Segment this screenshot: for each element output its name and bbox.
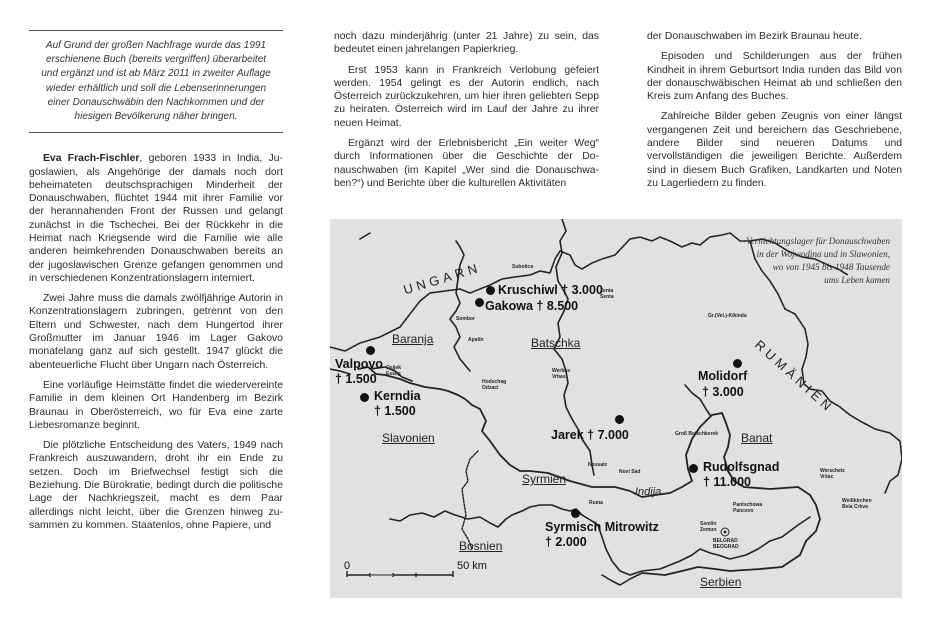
country-rumaenien: RUMÄNIEN <box>751 337 838 416</box>
camp-valpovo: Valpovo <box>335 357 383 371</box>
camp-marker <box>615 415 624 424</box>
town-grkikinda: Gr.(Vel.)-Kikinda <box>708 313 747 319</box>
intro-line: wieder erhältlich und soll die Lebenserinnerungen <box>45 82 267 94</box>
text-column-1 <box>29 30 283 539</box>
river-danube-north <box>360 233 470 371</box>
text-column-3 <box>647 30 902 197</box>
town-werschetz: Werschetz Vršac <box>820 468 845 480</box>
paragraph: Die plötzliche Entscheidung des Vaters, 1949 nach Frankreich auszuwandern, droht ihr ein Ende zu setzen. Doch im Briefwechsel festigt sich die Beziehung. Die Bürokratie, bedingt durch die politische Lage der Nachkriegszeit, macht es dem Paar allerdings nicht leicht, über die Grenzen hinweg zusammen zu kommen. Staatenlos, ohne Papiere, und <box>29 440 283 531</box>
map-figure <box>330 219 902 598</box>
paragraph: Zwei Jahre muss die damals zwölfjährige Autorin in Konzentrationslagern zubringen, getrennt von den Eltern und Schwester, nach dem Hungertod ihrer Großmutter im Januar 1946 im Lager Gakovo monatelang ganz auf sich gestellt. 1947 glückt die abenteuerliche Flucht über Ungarn nach Österreich. <box>29 293 283 371</box>
town-indija: Indija <box>635 486 662 498</box>
camp-jarek: Jarek † 7.000 <box>551 428 629 442</box>
paragraph: Episoden und Schilderungen aus der frühen Kindheit in ihrem Geburtsort India runden das Bild von der donauschwäbischen Heimat ab und schließen den Kreis zum Anfang des Buches. <box>647 51 902 103</box>
river-danube-south <box>602 573 642 585</box>
region-serbien: Serbien <box>700 575 742 589</box>
camp-kerndia: Kerndia <box>374 389 421 403</box>
camp-marker <box>366 346 375 355</box>
scale-end: 50 km <box>457 560 487 572</box>
intro-line: erschienene Buch (bereits vergriffen) überarbeitet <box>45 54 267 66</box>
town-grossbetschkerek: Groß Betschkerek <box>675 431 719 437</box>
camp-rudolfsgnad-toll: † 11.000 <box>703 475 751 489</box>
camp-kruschiwl: Kruschiwl † 3.000 <box>498 283 603 297</box>
town-apatin: Apatin <box>468 337 484 343</box>
town-novisad: Novi Sad <box>619 469 641 475</box>
region-baranja: Baranja <box>392 332 434 346</box>
camp-marker <box>689 464 698 473</box>
legend-line: Vernichtungslager für Donauschwaben <box>746 236 890 246</box>
town-pantschowa: Pantschowa Pancevo <box>733 502 763 514</box>
town-werbas: Werbas Vrbas <box>552 368 570 380</box>
town-ruma: Ruma <box>589 500 603 506</box>
town-zenta: Zenta Senta <box>600 288 614 300</box>
paragraph: Erst 1953 kann in Frankreich Verlobung gefeiert werden. 1954 gelingt es der Autorin endlich, nach Österreich zurückzukehren, um hier ihren geliebten Sepp zu heiraten. Österreich wird im Lauf der Jahre zu ihrer neuen Heimat. <box>334 64 599 129</box>
paragraph: Zahlreiche Bilder geben Zeugnis von einer längst vergangenen Zeit und bereichern das Geschriebene, andere Bilder sind neueren Datums und vervollständigen die jeweiligen Berichte. Außerdem sind in diesem Buch Grafiken, Landkarten und Noten zu Lagerliedern zu finden. <box>647 111 902 189</box>
camp-marker <box>486 286 495 295</box>
region-batschka: Batschka <box>531 336 581 350</box>
camp-marker <box>475 298 484 307</box>
camp-marker <box>571 509 580 518</box>
town-osijek: Osijek Esseg <box>386 365 402 377</box>
camp-rudolfsgnad: Rudolfsgnad <box>703 460 780 474</box>
region-syrmien: Syrmien <box>522 472 567 486</box>
paragraph <box>29 152 283 285</box>
intro-line: und ergänzt und ist ab März 2011 in zweiter Auflage <box>41 68 271 80</box>
region-banat: Banat <box>741 431 773 445</box>
camp-mitrowitz-toll: † 2.000 <box>545 535 587 549</box>
camp-marker <box>360 393 369 402</box>
paragraph: Eine vorläufige Heimstätte findet die wiedervereinte Familie in dem kleinen Ort Handenberg im Bezirk Braunau in Oberösterreich, wo für Eva eine zarte Liebesromanze beginnt. <box>29 379 283 431</box>
map-legend <box>746 235 890 287</box>
camp-molidorf-toll: † 3.000 <box>702 385 744 399</box>
border-croatia <box>462 451 478 549</box>
town-neusatz: Neusatz <box>588 462 608 468</box>
paragraph: Ergänzt wird der Erlebnisbericht „Ein weiter Weg“ durch Informationen über die Geschichte der Donauschwaben (im Kapitel „Wer sind die Donauschwaben?“) und Berichte über die kulturellen Aktivitäten <box>334 138 599 189</box>
country-ungarn: UNGARN <box>401 259 483 298</box>
intro-line: Auf Grund der großen Nachfrage wurde das 1991 <box>45 40 267 51</box>
town-sombor: Sombor <box>456 316 475 322</box>
town-subotica: Subotica <box>512 264 534 270</box>
paragraph: der Donauschwaben im Bezirk Braunau heute. <box>647 31 862 42</box>
town-weisskirchen: Weißkirchen Bela Crkva <box>842 498 872 510</box>
camp-kerndia-toll: † 1.500 <box>374 404 416 418</box>
intro-line: hiesigen Bevölkerung näher bringen. <box>74 111 238 123</box>
scale-bar <box>347 571 453 577</box>
camp-mitrowitz: Syrmisch Mitrowitz <box>545 520 659 534</box>
paragraph-text: , geboren 1933 in India, Jugoslawien, als Angehörige der damals noch dort beheimateten deutschsprachigen Minderheit der Donauschwaben, flüchtet 1944 mit ihrer Familie vor der herannahenden Front der Russen und gelangt zunächst in die Tschechei. Bei der Rückkehr in die Heimat nach Kriegsende wird die Familie wie alle anderen heimkehrenden Donauschwaben bereits an der jugoslawischen Grenze gefangen genommen und in verschiedenen Konzentrationslagern interniert. <box>29 153 283 284</box>
author-name: Eva Frach-Fischler <box>43 153 140 165</box>
intro-line: einer Donauschwäbin den Nachkommen und der <box>47 96 265 108</box>
legend-line: wo von 1945 bis 1948 Tausende <box>772 262 890 272</box>
scale-zero: 0 <box>344 560 351 572</box>
legend-line: in der Wojwodina und in Slawonien, <box>756 249 890 259</box>
paragraph: noch dazu minderjährig (unter 21 Jahre) zu sein, das bedeutet einen jahrelangen Papierkrieg. <box>334 31 599 56</box>
text-column-2 <box>334 30 599 197</box>
town-semlin: Semlin Zemun <box>700 521 717 533</box>
camp-molidorf: Molidorf <box>698 369 748 383</box>
town-belgrad: BELGRAD BEOGRAD <box>713 538 739 550</box>
intro-box <box>29 30 283 133</box>
town-hodschag: Hodschag Odzaci <box>482 379 507 391</box>
legend-line: ums Leben kamen <box>824 275 890 285</box>
camp-valpovo-toll: † 1.500 <box>335 372 377 386</box>
camp-gakowa: Gakowa † 8.500 <box>485 299 579 313</box>
region-bosnien: Bosnien <box>459 539 503 553</box>
region-slavonien: Slavonien <box>382 431 435 445</box>
camp-marker <box>733 359 742 368</box>
